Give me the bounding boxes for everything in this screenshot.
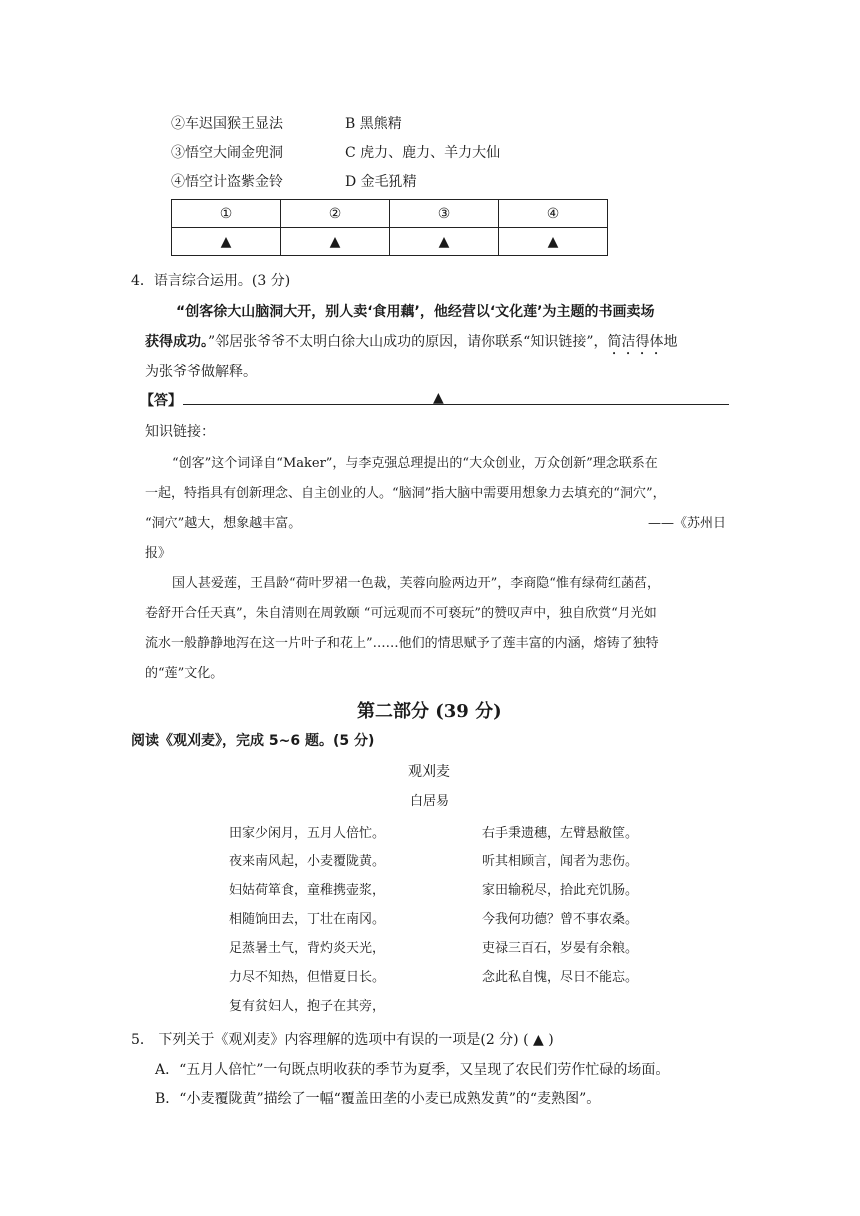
poem-left-line: 复有贫妇人，抱子在其旁， bbox=[229, 999, 386, 1014]
link-paragraph-1-line-1: “创客”这个词译自“Maker”，与李克强总理提出的“大众创业，万众创新”理念联系在 bbox=[172, 456, 658, 471]
emphasized-phrase: 简洁得体 bbox=[607, 334, 664, 350]
poem-left-line: 相随饷田去，丁壮在南冈。 bbox=[229, 912, 386, 927]
question-4-prompt: ”邻居张爷爷不太明白徐大山成功的原因，请你联系“知识链接”， bbox=[208, 334, 608, 350]
part-2-title: 第二部分 (39 分) bbox=[357, 701, 502, 722]
poem-right-line: 家田输税尽，拾此充饥肠。 bbox=[482, 883, 639, 898]
question-4-line-1 bbox=[176, 301, 654, 321]
poem-left-line: 夜来南风起，小麦覆陇黄。 bbox=[229, 854, 386, 869]
link-source-a: ——《苏州日 bbox=[648, 516, 727, 531]
link-paragraph-2-line-3: 流水一般静静地泻在这一片叶子和花上”……他们的情思赋予了莲丰富的内涵，熔铸了独特 bbox=[145, 636, 659, 651]
poem-right-line: 念此私自愧，尽日不能忘。 bbox=[482, 970, 639, 985]
link-paragraph-2-line-2: 卷舒开合任天真”，朱自清则在周敦颐 “可远观而不可亵玩”的赞叹声中，独自欣赏“月光如 bbox=[145, 606, 657, 621]
poem-left-line: 力尽不知热，但惜夏日长。 bbox=[229, 970, 386, 985]
match-right-c: C 虎力、鹿力、羊力大仙 bbox=[345, 145, 501, 161]
answer-blank-cell[interactable]: ▲ bbox=[172, 228, 281, 256]
question-4-quote: “创客徐大山脑洞大开，别人卖‘食用藕’，他经营以‘文化莲’为主题的书画卖场 bbox=[176, 304, 655, 320]
answer-line[interactable] bbox=[183, 404, 729, 405]
question-4-quote-end: 获得成功。 bbox=[145, 334, 208, 350]
poem-left-line: 足蒸暑土气，背灼炎天光， bbox=[229, 941, 386, 956]
table-header-cell: ② bbox=[281, 200, 390, 228]
match-right-d: D 金毛犼精 bbox=[345, 174, 417, 190]
option-a[interactable]: A．“五月人倍忙”一句既点明收获的季节为夏季，又呈现了农民们劳作忙碌的场面。 bbox=[155, 1062, 670, 1078]
match-left-2: ②车迟国猴王显法 bbox=[171, 116, 283, 132]
question-4-line-3: 为张爷爷做解释。 bbox=[145, 364, 257, 380]
match-right-b: B 黑熊精 bbox=[345, 116, 402, 132]
poem-right-line: 吏禄三百石，岁晏有余粮。 bbox=[482, 941, 639, 956]
match-left-3: ③悟空大闹金兜洞 bbox=[171, 145, 283, 161]
match-left-4: ④悟空计盗紫金铃 bbox=[171, 174, 283, 190]
link-paragraph-1-line-3: “洞穴”越大，想象越丰富。 bbox=[145, 516, 302, 531]
link-paragraph-1-line-2: 一起，特指具有创新理念、自主创业的人。“脑洞”指大脑中需要用想象力去填充的“洞穴”， bbox=[145, 486, 666, 501]
poem-right-line: 右手秉遗穗，左臂悬敝筐。 bbox=[482, 826, 639, 841]
link-source-b: 报》 bbox=[145, 546, 172, 561]
answer-blank-cell[interactable]: ▲ bbox=[281, 228, 390, 256]
reading-instruction: 阅读《观刈麦》，完成 5~6 题。(5 分) bbox=[131, 733, 375, 749]
poem-author: 白居易 bbox=[410, 794, 450, 809]
poem-left-line: 田家少闲月，五月人倍忙。 bbox=[229, 826, 386, 841]
answer-table bbox=[171, 199, 608, 256]
link-paragraph-2-line-1: 国人甚爱莲，王昌龄“荷叶罗裙一色裁，芙蓉向脸两边开”，李商隐“惟有绿荷红菡萏， bbox=[172, 576, 660, 591]
knowledge-link-title: 知识链接： bbox=[145, 424, 215, 440]
link-paragraph-2-line-4: 的“莲”文化。 bbox=[145, 666, 224, 681]
poem-title: 观刈麦 bbox=[408, 764, 450, 780]
table-header-cell: ③ bbox=[390, 200, 499, 228]
poem-right-line: 今我何功德？曾不事农桑。 bbox=[482, 912, 639, 927]
answer-blank-cell[interactable]: ▲ bbox=[499, 228, 608, 256]
option-b[interactable]: B．“小麦覆陇黄”描绘了一幅“覆盖田垄的小麦已成熟发黄”的“麦熟图”。 bbox=[155, 1091, 601, 1107]
poem-left-line: 妇姑荷箪食，童稚携壶浆， bbox=[229, 883, 386, 898]
answer-label: 【答】 bbox=[140, 393, 182, 409]
question-5-stem: 5． 下列关于《观刈麦》内容理解的选项中有误的一项是(2 分) ( ▲ ) bbox=[131, 1032, 554, 1048]
question-4-heading: 4．语言综合运用。(3 分) bbox=[131, 273, 291, 289]
table-header-cell: ① bbox=[172, 200, 281, 228]
question-4-line-2 bbox=[145, 331, 677, 358]
answer-blank-cell[interactable]: ▲ bbox=[390, 228, 499, 256]
question-4-prompt-end: 地 bbox=[663, 334, 678, 350]
answer-mark: ▲ bbox=[433, 390, 444, 406]
poem-right-line: 听其相顾言，闻者为悲伤。 bbox=[482, 854, 639, 869]
table-header-cell: ④ bbox=[499, 200, 608, 228]
